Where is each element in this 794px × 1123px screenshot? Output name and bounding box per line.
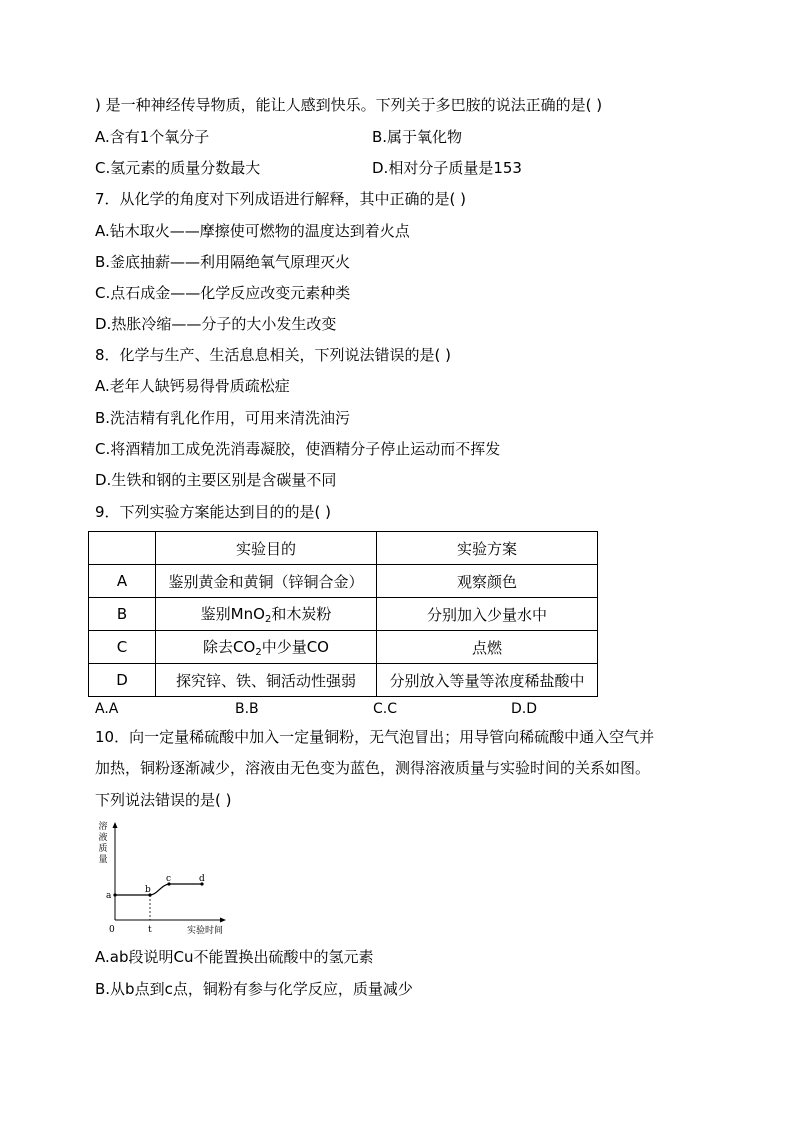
label-b: b bbox=[145, 885, 151, 895]
q10-option-b[interactable]: B.从b点到c点，铜粉有参与化学反应，质量减少 bbox=[95, 980, 413, 998]
row-label: A bbox=[89, 565, 156, 598]
row-plan: 点燃 bbox=[377, 631, 598, 664]
y-axis-arrow bbox=[113, 822, 118, 828]
table-row bbox=[89, 565, 598, 598]
x-axis-arrow bbox=[220, 918, 226, 923]
q9-option-b[interactable]: B.B bbox=[235, 701, 259, 717]
q8-option-d[interactable]: D.生铁和钢的主要区别是含碳量不同 bbox=[95, 471, 337, 489]
label-a: a bbox=[106, 891, 112, 901]
row-purpose: 除去$CO_2$中少量CO bbox=[156, 631, 377, 664]
q8-option-a[interactable]: A.老年人缺钙易得骨质疏松症 bbox=[95, 377, 290, 395]
q7-option-b[interactable]: B.釜底抽薪——利用隔绝氧气原理灭火 bbox=[95, 253, 351, 271]
row-label: D bbox=[89, 664, 156, 697]
table-row bbox=[89, 631, 598, 664]
ylabel-char: 溶 bbox=[98, 822, 108, 832]
ylabel-char: 液 bbox=[98, 833, 108, 843]
row-purpose: 探究锌、铁、铜活动性强弱 bbox=[156, 664, 377, 697]
label-c: c bbox=[166, 874, 172, 884]
mass-curve bbox=[115, 884, 202, 895]
q7-option-c[interactable]: C.点石成金——化学反应改变元素种类 bbox=[95, 284, 351, 302]
q9-option-c[interactable]: C.C bbox=[373, 701, 398, 717]
q10-stem-line3: 下列说法错误的是( ) bbox=[95, 791, 232, 809]
row-label: C bbox=[89, 631, 156, 664]
q9-option-a[interactable]: A.A bbox=[95, 701, 119, 717]
q6-option-d[interactable]: D.相对分子质量是153 bbox=[372, 159, 522, 177]
table-header-row bbox=[89, 532, 598, 565]
row-plan: 分别放入等量等浓度稀盐酸中 bbox=[377, 664, 598, 697]
q10-stem-line2: 加热，铜粉逐渐减少，溶液由无色变为蓝色，测得溶液质量与实验时间的关系如图。 bbox=[95, 759, 651, 777]
q7-stem: 7．从化学的角度对下列成语进行解释，其中正确的是( ) bbox=[95, 190, 467, 208]
row-plan: 分别加入少量水中 bbox=[377, 598, 598, 631]
q7-option-a[interactable]: A.钻木取火——摩擦使可燃物的温度达到着火点 bbox=[95, 222, 410, 240]
t-label: t bbox=[148, 925, 152, 935]
q8-stem: 8．化学与生产、生活息息相关，下列说法错误的是( ) bbox=[95, 346, 452, 364]
point-a bbox=[113, 893, 116, 896]
q10-stem-line1: 10．向一定量稀硫酸中加入一定量铜粉，无气泡冒出；用导管向稀硫酸中通入空气并 bbox=[95, 728, 655, 746]
ylabel-char: 量 bbox=[98, 855, 108, 865]
q6-option-a[interactable]: A.含有1个氧分子 bbox=[95, 128, 210, 146]
table-row bbox=[89, 598, 598, 631]
q8-option-b[interactable]: B.洗洁精有乳化作用，可用来清洗油污 bbox=[95, 409, 351, 427]
mass-time-graph bbox=[95, 820, 235, 938]
ylabel-char: 质 bbox=[98, 844, 108, 854]
q9-option-d[interactable]: D.D bbox=[511, 701, 538, 717]
label-d: d bbox=[199, 874, 205, 884]
q8-option-c[interactable]: C.将酒精加工成免洗消毒凝胶，使酒精分子停止运动而不挥发 bbox=[95, 440, 501, 458]
table-header-plan: 实验方案 bbox=[377, 532, 598, 565]
row-purpose: 鉴别黄金和黄铜（锌铜合金） bbox=[156, 565, 377, 598]
table-row bbox=[89, 664, 598, 697]
q10-option-a[interactable]: A.ab段说明Cu不能置换出硫酸中的氢元素 bbox=[95, 948, 374, 966]
row-plan: 观察颜色 bbox=[377, 565, 598, 598]
table-header-purpose: 实验目的 bbox=[156, 532, 377, 565]
xlabel: 实验时间 bbox=[187, 926, 224, 936]
q6-option-b[interactable]: B.属于氧化物 bbox=[372, 128, 463, 146]
row-label: B bbox=[89, 598, 156, 631]
q7-option-d[interactable]: D.热胀冷缩——分子的大小发生改变 bbox=[95, 315, 337, 333]
experiment-table bbox=[88, 531, 598, 697]
q6-stem: ) 是一种神经传导物质，能让人感到快乐。下列关于多巴胺的说法正确的是( ) bbox=[95, 96, 603, 114]
origin-label: 0 bbox=[109, 925, 115, 935]
row-purpose: 鉴别MnO$_2$和木炭粉 bbox=[156, 598, 377, 631]
q6-option-c[interactable]: C.氢元素的质量分数最大 bbox=[95, 159, 261, 177]
q9-stem: 9．下列实验方案能达到目的的是( ) bbox=[95, 503, 332, 521]
table-header-cell bbox=[89, 532, 156, 565]
